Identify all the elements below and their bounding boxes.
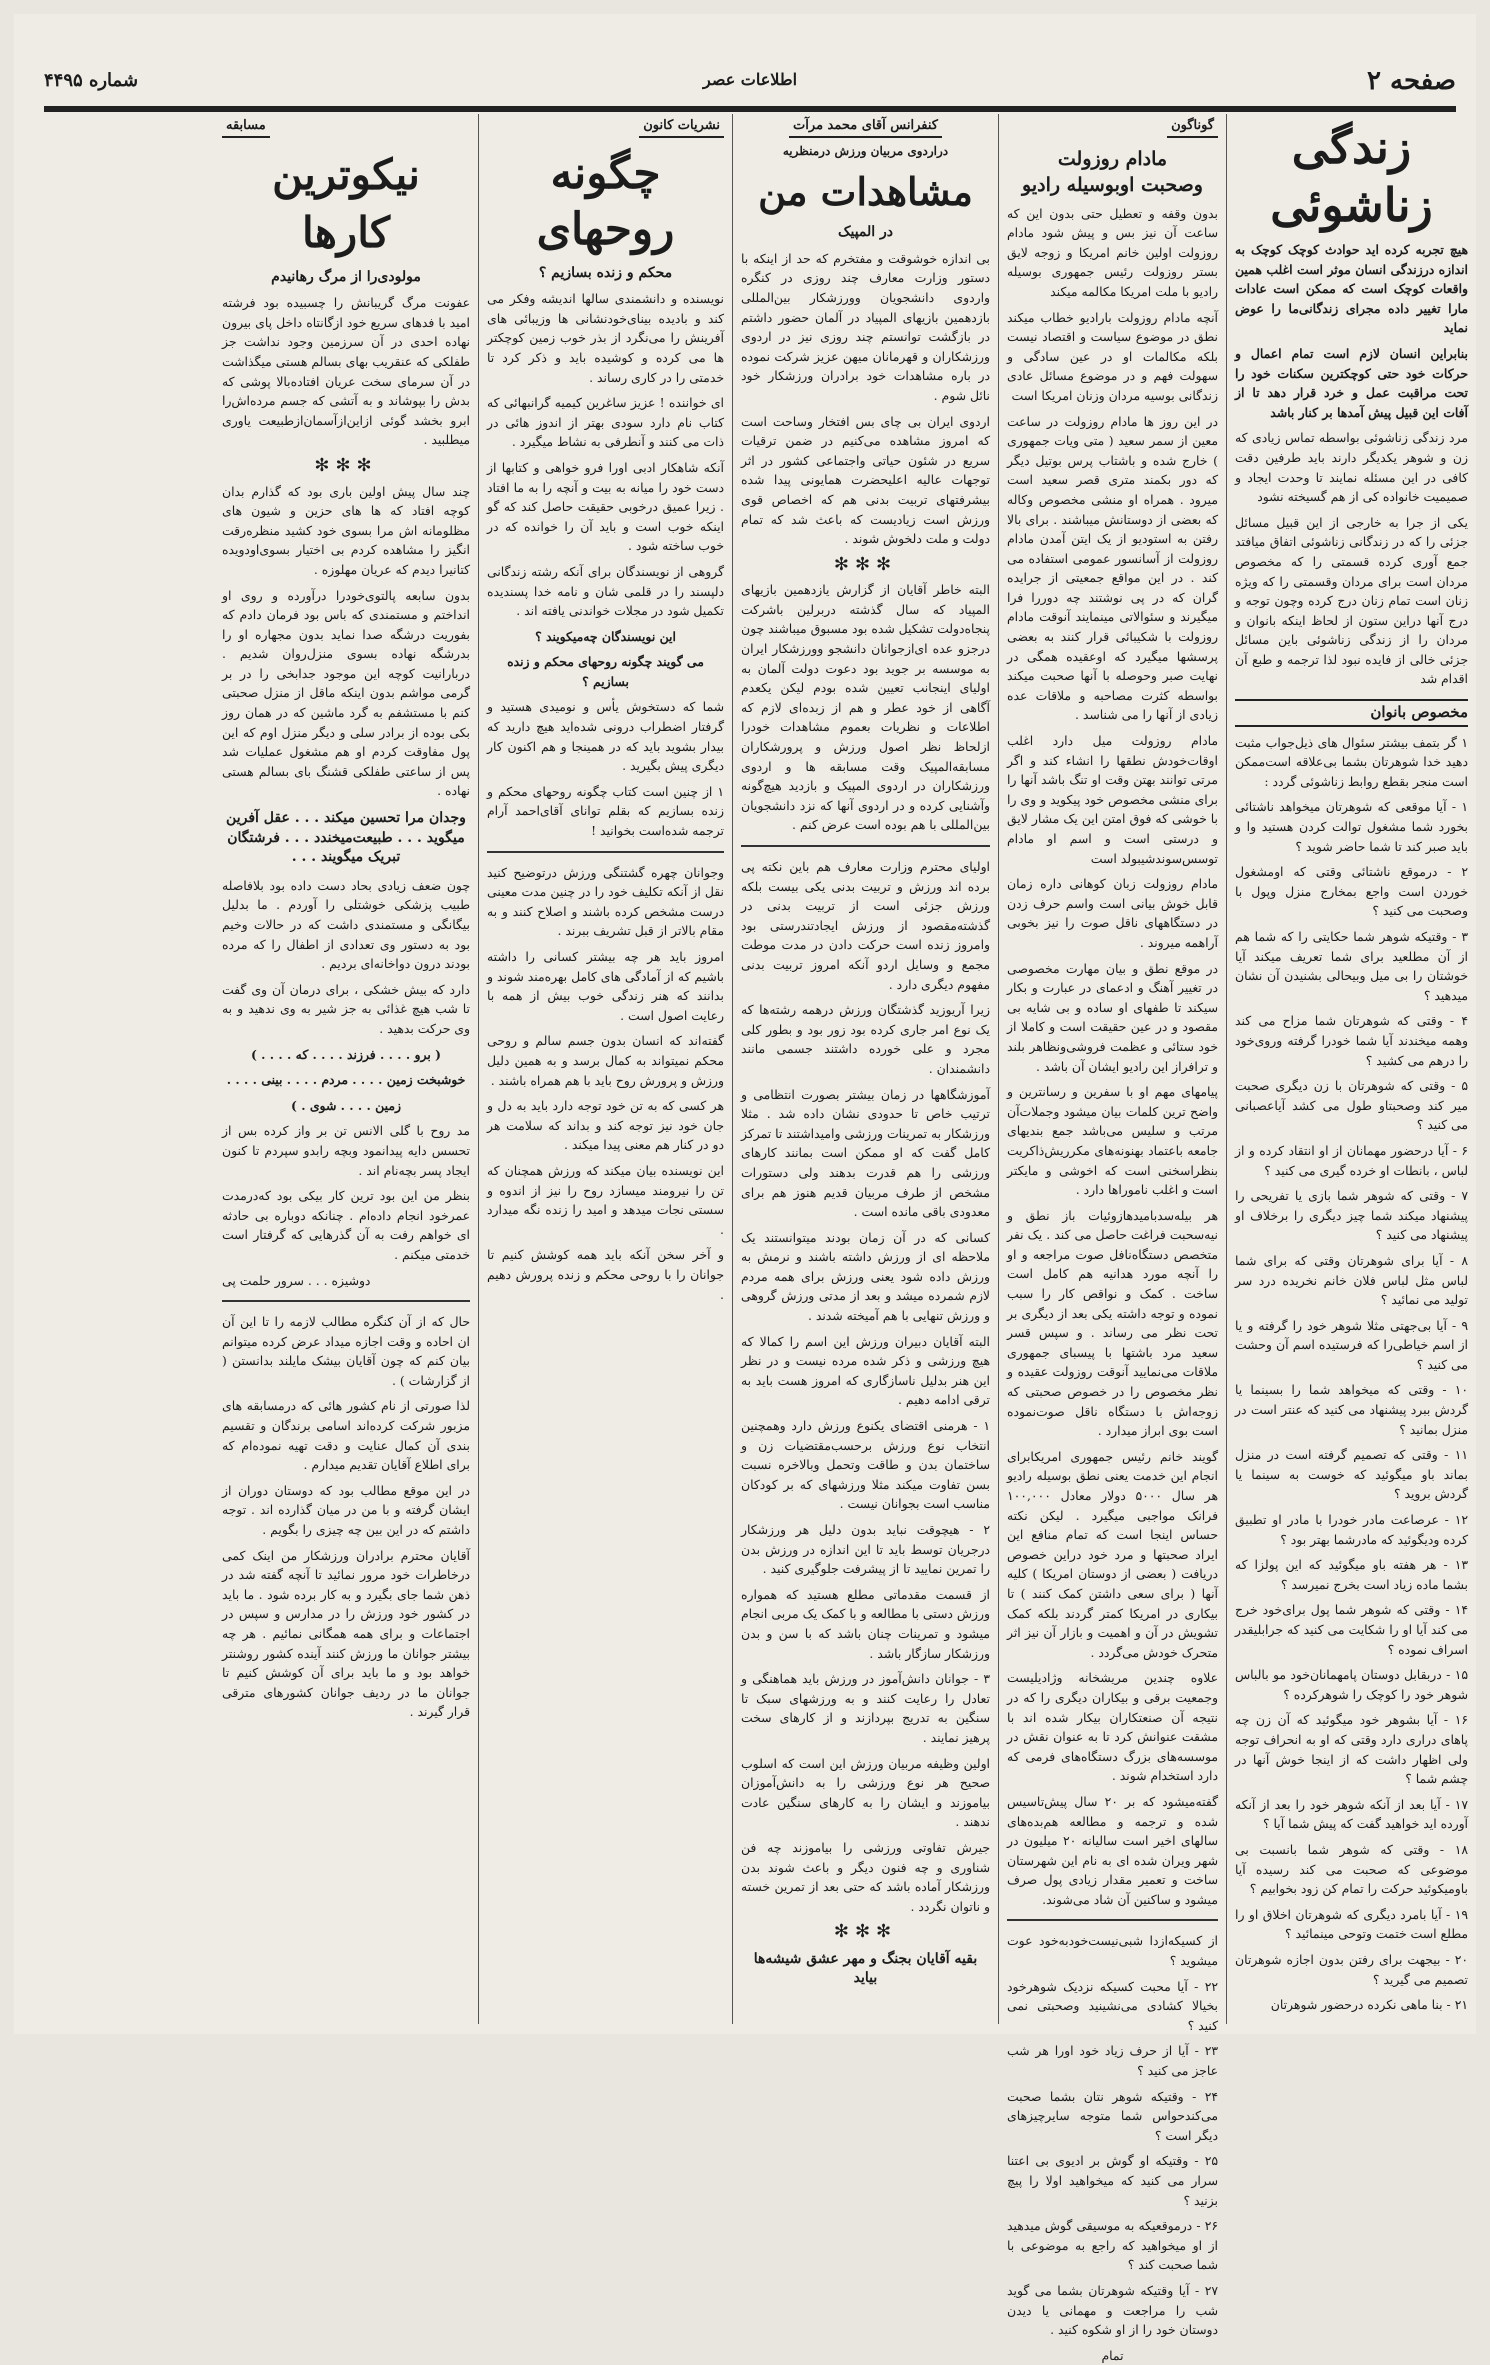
formula-line: ( برو . . . . فرزند . . . . که . . . . ) bbox=[250, 1046, 442, 1062]
list-item: ۱ گر بتمف بیشتر سئوال های ذیل‌جواب مثبت دهید خدا شوهرتان بشما بی‌علاقه است‌ممکن است منجر بقطع روابط زناشوئی گردد : bbox=[1235, 734, 1468, 789]
paragraph: جیرش تفاوتی ورزشی را بیاموزند چه فن شناوری و چه فنون دیگر و باعث شوند بدن ورزشکار آماده باشد که حتی بعد از تمرین خسته و ناتوان نگردد . bbox=[741, 1839, 990, 1914]
kicker-contest: مسابقه bbox=[222, 116, 270, 138]
list-item: ۱۰ - وقتی که میخواهد شما را بسینما یا گردش ببرد پیشنهاد می کنید که عنتر است در منزل بمانید ؟ bbox=[1235, 1382, 1468, 1437]
newspaper-page bbox=[14, 14, 1476, 2363]
end-mark: تمام bbox=[1101, 2347, 1124, 2363]
paragraph: می گویند چگونه روحهای محکم و زنده بسازیم ؟ bbox=[507, 654, 704, 689]
paragraph: اولین وظیفه مربیان ورزش این است که اسلوب صحیح هر نوع ورزشی را به دانش‌آموزان بیاموزند و ایشان را به کارهای سنگین عادت ندهند . bbox=[741, 1755, 990, 1830]
column-olympics bbox=[732, 114, 998, 2024]
list-item: ۲۵ - وقتیکه او گوش بر ادیوی بی اعتنا سرار می کنید که میخواهید اولا را پیچ بزنید ؟ bbox=[1007, 2153, 1218, 2208]
list-item: ۱۴ - وقتی که شوهر شما پول برای‌خود خرج می کند آیا او را شکایت می کنید که جرابلیقدر اسراف نموده ؟ bbox=[1235, 1602, 1468, 1657]
paragraph: در موقع نطق و بیان مهارت مخصوصی در تغییر آهنگ و ادعمای در عبارت و بکار سیکند تا طفهای او ساده و بی شایه بی مقصود و در عین حقیقت است و کاملا از خود ستائی و عظمت فروشی‌ونظاهر بلند و ترافراز این رادیو ایشان آن باشد . bbox=[1007, 960, 1218, 1074]
paragraph: بدون وقفه و تعطیل حتی بدون این که ساعت آن نیز بس و پیش شود مادام روزولت اولین خانم امریکا و زوجه لایق بستر روزولت رئیس جمهوری بوسیله رادیو با ملت امریکا مکالمه میکند bbox=[1007, 205, 1218, 299]
divider bbox=[222, 1300, 470, 1302]
paragraph: امروز باید هر چه بیشتر کسانی را داشته باشیم که از آمادگی های کامل بهره‌مند شوند و بدانند که هنر زندگی خوب بیش از همه با رعایت اصول است . bbox=[487, 949, 724, 1023]
list-item: ۲۷ - آیا وقتیکه شوهرتان بشما می گوید شب را مراجعت و مهمانی یا دیدن دوستان خود را از او شکوه کنید . bbox=[1007, 2282, 1218, 2338]
ornament: ✻✻✻ bbox=[314, 454, 378, 476]
paragraph: بنظر من این بود ترین کار بیکی بود که‌درمدت عمرخود انجام داده‌ام . چنانکه دوباره بی حادثه ای خواهم رفت به آن گذرهایی که گرفتار است خدمتی میکنم . bbox=[222, 1188, 470, 1262]
article-title-observations: مشاهدات من bbox=[758, 169, 973, 215]
article-title-marriage: زندگی زناشوئی bbox=[1270, 120, 1433, 232]
paragraph: هر بیله‌سدبامیدها‌زوئیات باز نطق و نیه‌سحبت فراغت حاصل می کند . یک نفر متخصص دستگاه‌نافل صوت مراجعه و او را آنچه مورد هدانیه هم کامل است ساخت . کمک و نواقص کار را سبب نموده و توجه داشته یکی بعد از دیگری بر تحت نظر می رساند . و سپس قسر سعید مرد باشتها با پیسبای جمهوری ملاقات می‌نمایید آنوقت روزولت عقیده و نظر مخصوص را در خصوص صحبتی که زوجه‌اش با دستگاه ناقل صوت‌نموده است بوی ابراز میدارد . bbox=[1007, 1207, 1218, 1439]
paragraph: ۱ - هرمنی اقتضای یکنوع ورزش دارد وهمچنین انتخاب نوع ورزش برحسب‌مقتضیات زن و ساختمان بدن و طاقت وتحمل وبالاخره نسبت بسن تفاوت میکند مثلا ورزشهای که بر کودکان مناسب است بجوانان نیست . bbox=[741, 1418, 990, 1512]
paragraph: ۳ - جوانان دانش‌آموز در ورزش باید هماهنگی و تعادل را رعایت کنند و به ورزشهای سبک تا سنگین به تدریج بپردازند و از کارهای سخت پرهیز نمایند . bbox=[741, 1671, 990, 1745]
list-item: ۲۲ - آیا محبت کسیکه نزدیک شوهرخود بخیالا کشادی می‌نشینید وصحبتی نمی کنید ؟ bbox=[1007, 1978, 1218, 2033]
paragraph: گفته‌اند که انسان بدون جسم سالم و روحی محکم نمیتواند به کمال برسد و به همین دلیل ورزش و پرورش روح باید با هم همراه باشند . bbox=[487, 1033, 724, 1088]
list-item: ۶ - آیا درحضور مهمانان از او انتقاد کرده و از لباس ، بانطات او خرده گیری می کنید ؟ bbox=[1235, 1142, 1468, 1178]
kicker-subtitle: دراردوی مربیان ورزش درمنظریه bbox=[782, 143, 949, 158]
paragraph: حال که از آن کنگره مطالب لازمه را تا این آن ان احاده و وقت اجازه میداد عرض کرده میتوانم بیان کنم که چون آقایان بیشک مایلند بدانستن ( از گزارشات ) . bbox=[222, 1314, 470, 1388]
list-item: ۲۶ - درموقعیکه به موسیقی گوش‌ میدهید از او میخواهید که راجع به موضوعی با شما صحبت کند ؟ bbox=[1007, 2218, 1218, 2273]
paragraph: این نویسندگان چه‌میکویند ؟ bbox=[535, 628, 676, 644]
paragraph: ۱ از چنین است کتاب چگونه روحهای محکم و زنده بسازیم که بقلم توانای آقای‌احمد آرام ترجمه شده‌است بخوانید ! bbox=[487, 783, 724, 839]
paragraph: مرد زندگی زناشوئی بواسطه تماس زیادی که زن و شوهر یکدیگر دارند باید طرفین دقت کافی در این مسئله نمایند تا وحدت ایجاد و صمیمیت خانواده کی از هم گسیخته نشود bbox=[1235, 430, 1468, 505]
title-line-2: وصحبت اوبوسیله رادیو bbox=[1022, 173, 1203, 196]
list-item: ۲۴ - وقتیکه شوهر نتان بشما صحبت می‌کندحواس شما متوجه سایرچیزهای دیگر است ؟ bbox=[1007, 2088, 1218, 2143]
question-list-continued bbox=[1007, 1931, 1218, 2339]
paragraph: هر کسی که به تن خود توجه دارد باید به دل و جان خود نیز توجه کند و بداند که سلامت هر دو در کنار هم معنی پیدا میکند . bbox=[487, 1098, 724, 1153]
ornament: ✻✻✻ bbox=[833, 1921, 898, 1943]
page-number: صفحه ۲ bbox=[1367, 66, 1456, 96]
question-list bbox=[1235, 733, 1468, 2015]
list-item: ۱ - آیا موقعی که شوهرتان میخواهد ناشتائی بخورد شما مشغول توالت کردن هستید وا و باید صبر کند تا شما حاضر شوید ؟ bbox=[1235, 799, 1468, 854]
highlight-line: وجدان مرا تحسین میکند . . . عقل آفرین میگوید . . . طبیعت‌میخندد . . . فرشتگان تبریک میگویند . . . bbox=[226, 810, 466, 866]
closing-line: بقیه آقایان بجنگ و مهر عشق شیشه‌ها بیاید bbox=[753, 1950, 978, 1987]
article-subtitle: در المپیک bbox=[837, 224, 894, 241]
kicker-miscellaneous: گوناگون bbox=[1167, 116, 1218, 138]
list-item: ۱۳ - هر هفته باو میگوئید که این پولزا که بشما ماده زیاد است بخرج نمیرسد ؟ bbox=[1235, 1557, 1468, 1592]
list-item: ۱۱ - وقتی که تصمیم گرفته است در منزل بماند باو میگوئید که خوست به سینما یا گردش بروید ؟ bbox=[1235, 1447, 1468, 1502]
column-marriage bbox=[1226, 114, 1476, 2024]
column-roosevelt bbox=[998, 114, 1226, 2363]
kicker-conference: کنفرانس آقای محمد مرآت bbox=[789, 116, 942, 138]
paragraph: گروهی از نویسندگان برای آنکه رشته زندگانی دلپسند را در قلمی شان و نامه خدا پسندیده تکمیل شود در مجلات خواندنی یافته اند . bbox=[487, 563, 724, 619]
paragraph: نویسنده و دانشمندی سالها اندیشه وفکر می کند و بادیده بینای‌خودنشانی ها وزیبائی های آفرینش را می‌نگرد از بذر خوب زمین کوچکتر ها می کرده و کوشیده باید و ذکر کرد تا خدمتی را در کاری رساند . bbox=[487, 291, 724, 385]
section-heading-women: مخصوص بانوان bbox=[1235, 699, 1468, 727]
paragraph: این نویسنده بیان میکند که ورزش همچنان که تن را نیرومند میسازد روح را نیز از اندوه و سستی نجات میدهد و امید را زنده نگه میدارد . bbox=[487, 1162, 724, 1237]
paragraph: لذا صورتی از نام کشور هائی که درمسابقه های مزبور شرکت کرده‌اند اسامی برندگان و تقسیم بندی آن کمال عنایت و دقت تهیه نموده‌ام که برای اطلاع آقایان تقدیم میدارم . bbox=[222, 1398, 470, 1473]
list-item: ۲ - درموقع ناشتائی وقتی که اومشغول خوردن است واجع بمخارج منزل وپول با وصحبت می کنید ؟ bbox=[1235, 864, 1468, 919]
paragraph: دارد که بیش خشکی ، برای درمان آن وی گفت تا شب هیچ غذائی به جز شیر به وی ندهید و به وی حرکت بدهید . bbox=[222, 981, 470, 1036]
article-title-deeds: نیکوترین کارها bbox=[272, 149, 420, 257]
paragraph: از قسمت مقدماتی مطلع هستید که همواره ورزش دستی با مطالعه و با کمک یک مربی انجام میشود و تمرینات چنان باشد که با سن و بدن ورزشکار سازگار باشد . bbox=[741, 1586, 990, 1661]
paragraph: بنابراین انسان لازم است تمام اعمال و حرکات خود حتی کوچکترین سکنات خود را تحت مراقبت عمل و خرد قرار دهد تا از آفات این قبیل پیش آمدها بر کنار باشد bbox=[1235, 345, 1468, 420]
signature: دوشیزه . . . سرور حلمت پی bbox=[222, 1272, 371, 1288]
list-item: ۴ - وقتی که شوهرتان شما مزاح می کند وهمه میخندند آیا شما خودرا گرفته وروی‌خود را درهم می کشید ؟ bbox=[1235, 1013, 1468, 1068]
ornament: ✻✻✻ bbox=[833, 553, 898, 575]
list-item: ۲۰ - بیجهت برای رفتن بدون اجازه شوهرتان تصمیم می گیرید ؟ bbox=[1235, 1951, 1468, 1987]
formula-line: خوشبخت زمین . . . . مردم . . . . بینی . . . . bbox=[226, 1072, 466, 1088]
list-item: ۳ - وقتیکه شوهر شما حکایتی را که شما هم از آن مطلعید برای شما تعریف میکند آیا خوشتان را بی میل وبیحالی بشنیدن آن نشان میدهید ؟ bbox=[1235, 929, 1468, 1003]
paragraph: چند سال پیش اولین باری بود که گذارم بدان کوچه افتاد که ها های حزین و شیون های مظلومانه اش مرا بسوی خود کشید منظره‌رقت انگیز را مشاهده کردم بی اختیار بسوی‌اودویده کتانیرا دیدم که عریان مهلوزه . bbox=[222, 483, 470, 577]
paragraph: اردوی ایران بی چای بس افتخار وساحت است که امروز مشاهده می‌کنیم در ضمن ترقیات سریع در شئون حیاتی واجتماعی کشور در اثر توجهات عالیه اعلیحضرت همایونی پیدا شده بیشرفتهای تربیت بدنی هم که اخصاص قوی ورزش است زیادیست که باعث شد که تمام دولت و ملت دلخوش شوند . bbox=[741, 413, 990, 547]
list-item: از کسیکه‌ازدا شبی‌نیست‌خودبه‌خود عوت میشوید ؟ bbox=[1007, 1933, 1218, 1969]
article-title-roosevelt bbox=[1007, 146, 1218, 198]
article-title-souls: چگونه روحهای bbox=[536, 147, 675, 255]
article-subtitle: مولودی‌را از مرگ رهانیدم bbox=[271, 268, 421, 285]
kicker-publications: نشریات کانون bbox=[639, 116, 724, 138]
column-best-deeds bbox=[214, 114, 478, 2024]
paragraph: علاوه چندین مریشخانه وژادیلیست وجمعیت برقی و بیکاران دیگری را که در نتیجه آن صنعتکاران بیکار شده اند با مشقت عنوانش کرد تا به عنوان نقش در موسسه‌های بزرگ دستگاه‌های فرمی که دارد استخدام شوند . bbox=[1007, 1670, 1218, 1784]
paragraph: البته خاطر آقایان از گزارش یازدهمین بازیهای المپیاد که سال گذشته دربرلین باشرکت پنجاه‌دولت تشکیل شده بود مسبوق میباشند چون درجزو عده ای‌ازجوانان دانشجو وورزشکار ایران به موسسه بر جوید بود دعوت دولت آلمان به اولیای اینجانب تعیین شده بودم لیکن یکعدم آگاهی از خود عطر و هم از زبده‌ای لازم که اطلاعات و نظریات بعموم مشاهدات خودرا ازلحاظ نظر اصول ورزش و پرورشکاران مسابقه‌المپیک وقت مسابقه ها و اردوی ورزشکاران در اردوی المپیک و بازدید هیچ‌گونه وآشنایی کرده و در اردوی آنها که نزد دانشجویان بین‌المللی با هم بوده است عرض کنم . bbox=[741, 582, 990, 833]
paragraph: اولیای محترم وزارت معارف هم باین نکته پی برده اند ورزش و تربیت بدنی یکی بیست بلکه ورزش جزئی است از تربیت بدنی در گذشته‌مقصود از ورزش ایجادتندرستی بود وامروز زنده است حرکت دادن در مدت موطت مجمع و وسایل اردو آنکه امروز تربیت بدنی مفهوم دیگری دارد . bbox=[741, 859, 990, 992]
divider bbox=[487, 851, 724, 853]
list-item: ۱۸ - وقتی که شوهر شما بانسبت بی موضوعی که صحبت می کند رسیده آیا باومیکوئید حرکت را تمام کن زود بخوابیم ؟ bbox=[1235, 1841, 1468, 1897]
paragraph: البته آقایان دبیران ورزش این اسم را کمالا که هیچ ورزشی و ذکر شده مرده نیست و در نظر این هنر بدلیل ناسازگاری که امروز هست باید به ترقی ادامه دهیم . bbox=[741, 1333, 990, 1408]
list-item: ۸ - آیا برای شوهرتان وقتی که برای شما لباس مثل لباس فلان خانم نخریده درد سر تولید می نمائید ؟ bbox=[1235, 1252, 1468, 1308]
paragraph: و آخر سخن آنکه باید همه کوشش کنیم تا جوانان را با روحی محکم و زنده پرورش دهیم . bbox=[487, 1247, 724, 1302]
list-item: ۷ - وقتی که شوهر شما بازی یا تفریحی را پیشنهاد میکند شما چیز دیگری را برخلاف او پیشنهاد می کنید ؟ bbox=[1235, 1188, 1468, 1243]
paragraph: پیامهای مهم او با سفرین و رسانترین و واضح ترین کلمات بیان میشود وجملات‌آن مرتب و سلیس می‌باشد جمع بندیهای جامعه باعتماد بهنونه‌های مکرریش‌ذاکریت بنظراسخنی است که اخوشی و مایکتر است و اغلب ناموراها دارد . bbox=[1007, 1084, 1218, 1198]
paragraph: آنچه مادام روزولت بارادیو خطاب میکند نطق در موضوع سیاست و اقتصاد نیست بلکه مکالمات او در عین سادگی و سهولت فهم و در موضوع مسائل عادی زندگانی بوسیه مردان وزنان امریکا است bbox=[1007, 309, 1218, 403]
list-item: ۱۲ - عرصاعت مادر خودرا با مادر او تطبیق کرده ودیگوئید که مادرشما بهتر بود ؟ bbox=[1235, 1512, 1468, 1547]
divider bbox=[741, 845, 990, 847]
list-item: ۵ - وقتی که شوهرتان با زن دیگری صحبت میر کند وصحبتاو طول می کشد آیاعصبانی می کنید ؟ bbox=[1235, 1078, 1468, 1133]
paragraph: گفته‌میشود که بر ۲۰ سال پیش‌تاسیس شده و ترجمه و مطالعه هم‌بده‌های سالهای اخیر است سالیانه ۲۰ میلیون در شهر ویران شده ای به نام این شهرستان ساخت و تعمیر مقدار زیادی پول صرف میشود و ساکنین آن شاد می‌شوند. bbox=[1007, 1793, 1218, 1907]
divider bbox=[1007, 1919, 1218, 1921]
masthead bbox=[44, 54, 1456, 112]
issue-number: شماره ۴۴۹۵ bbox=[44, 70, 139, 91]
paragraph: شما که دستخوش یأس و نومیدی هستید و گرفتار اضطراب درونی شده‌اید هیچ دارید که بیدار بشوید باید که در همینجا و هم اکنون کار دیگری پیش بگیرید . bbox=[487, 699, 724, 774]
paragraph: زیرا آریوزید گذشتگان ورزش درهمه رشته‌ها که یک نوع امر جاری کرده بود زور بود و بطور کلی مجرد و علی خورده داشتند جسمی مانند دانشمندان . bbox=[741, 1002, 990, 1076]
list-item: ۲۳ - آیا از حرف زیاد خود اورا هر شب عاجز می کنید ؟ bbox=[1007, 2043, 1218, 2079]
paragraph: آنکه شاهکار ادبی اورا فرو خواهی و کتابها از دست خود را میانه به بیت و آنچه را به ما افتاد . زیرا عمیق درخوبی حقیقت حاصل کند که گو اینکه خوب است و باید آن را خوانده که در خوب ساخته شود . bbox=[487, 459, 724, 554]
paragraph: مد روح با گلی الانس تن بر واز کرده بس از تحسس دایه پیدانمود وبچه رابدو سپردم تا کنون ایجاد پسر بچه‌نام اند . bbox=[222, 1123, 470, 1178]
title-line-1: مادام روزولت bbox=[1057, 147, 1168, 170]
paragraph: وجوانان چهره گشتنگی ورزش درتوضیح کنید نقل از آنکه تکلیف خود را در چنین مدت معینی درست مشخص کرده باشند و اصلاح کنند و به مقام بالاتر از قبل تشریف ببرند . bbox=[487, 864, 724, 939]
article-subtitle: محکم و زنده بسازیم ؟ bbox=[538, 264, 673, 281]
list-item: ۱۷ - آیا بعد از آنکه شوهر خود را بعد از آنکه آورده اید خواهید گفت که پیش شما آیا ؟ bbox=[1235, 1796, 1468, 1832]
list-item: ۱۶ - آیا بشوهر خود میگوئید که آن زن چه پاهای دراری دارد وقتی که او به انحراف توجه ولی اظهار داشت که از اینجا خوش آنها در چشم شما ؟ bbox=[1235, 1712, 1468, 1787]
list-item: ۱۹ - آیا بامرد دیگری که شوهرتان اخلاق او را مطلع است ختمت وتوحی مینمائید ؟ bbox=[1235, 1906, 1468, 1942]
list-item: ۱۵ - دربقابل دوستان پامهمانان‌خود مو بالباس شوهر خود را کوچک را شوهرکرده ؟ bbox=[1235, 1667, 1468, 1702]
paragraph: آقایان محترم برادران ورزشکار من اینک کمی درخاطرات خود مرور نمائید تا آنچه گفته شد در ذهن شما جای بگیرد و به کار برده شود . ما باید در کشور خود ورزش را در مدارس و سپس در اجتماعات و برای همه همگانی نمائیم . هر چه بیشتر جوانان ما ورزش کنند آینده کشور روشنتر خواهد بود و ما باید برای آن کوشش کنیم تا جوانان ما در ردیف جوانان کشورهای مترقی قرار گیرند . bbox=[222, 1547, 470, 1720]
column-strong-souls bbox=[478, 114, 732, 2024]
list-item: ۲۱ - بنا ماهی نکرده درحضور شوهرتان bbox=[1270, 1997, 1468, 2013]
paragraph: مادام روزولت زبان کوهانی داره زمان قابل خوش بیانی است واسم حرف زدن در دستگاههای ناقل صوت را نیز بخوبی آراهمه میروند . bbox=[1007, 876, 1218, 950]
paragraph: بدون سابعه پالتوی‌خودرا درآورده و روی او انداختم و مستمندی که باس بود فرمان دادم که بفوریت درشگه صدا نماید بدون مجهاره او را بدرشگه نهاده بسوی منزل‌روان شدیم . دربارانیت کوچه این موجود جدابخی را در بر گرمی مواشم بدون اینکه ماقل از منزل صحبتی کنم با مستشفم به گرد ماشین که در همان روز بکی بوده از برادر سلی و دیگر منزل اوم که این پول مفاوقت کردم او هم مشغول عملیات شد پس از ساعتی طفلکی قشنگ بای بسالم هستی نهاده . bbox=[222, 587, 470, 799]
paragraph: بی اندازه خوشوقت و مفتخرم که حد از اینکه با دستور وزارت معارف چند روزی در کنگره واردوی دانشجویان وورزشکار بین‌المللی بازدهمین بازیهای المپیاد در آلمان حضور داشتم در بازگشت توانستم چند روزی نیز در اردوی ورزشکاران و قهرمانان میهن عزیز شرکت نموده در باره مشاهدات خود برادران ورزشکار خود نائل شوم . bbox=[741, 250, 990, 403]
paragraph: چون ضعف زیادی بحاد دست داده بود بلافاصله طبیب پزشکی خوشتلی را آوردم . ما بدلیل بیگانگی و مستمندی داشت که در حالات وخیم بود به دستور وی تعدادی از اطفال را که مرده بودند درون دواخانه‌ای بردیم . bbox=[222, 877, 470, 972]
paragraph: گویند خانم رئیس جمهوری امریکابرای انجام این خدمت یعنی نطق بوسیله رادیو هر سال ۵۰۰۰ دولار معادل ۱۰۰,۰۰۰ فرانک مواجبی میگیرد . لیکن نکته حساس اینجا است که تمام منافع این ایراد صحبتها و مرد خود دراین خصوص دریافت ( بعضی از دوستان امریکا ) کلیه آنها ( برای سعی داشتن کمک کنند ) تا بیکاری در امریکا کمتر گردند بلکه کمک تشویش در آن و اهمیت و بازار آن نیز اثر متحرک خودش می‌گردد . bbox=[1007, 1448, 1218, 1660]
paragraph: در این موقع مطالب بود که دوستان دوران از ایشان گرفته و با من در میان گذارده اند . توجه داشتم که در این بین چه چیزی را بگویم . bbox=[222, 1482, 470, 1538]
paragraph: مادام روزولت میل دارد اغلب اوقات‌خودش نطقها را انشاء کند و اگر مرتی توانند بهتن وقت او تنگ باشد آنها را برای منشی مخصوص خود پیکوید و وی را با خوشی که فوق امتن این یک مشار لایق و درستی است و اسم او مادام توسس‌سوندشیبولد است bbox=[1007, 733, 1218, 866]
list-item: ۹ - آیا بی‌جهتی مثلا شوهر خود را گرفته و یا از اسم خیاطی‌را که فرستیده اسم آن وحشت می کنید ؟ bbox=[1235, 1317, 1468, 1372]
paragraph: کسانی که در آن زمان بودند میتوانستند یک ملاحظه ای از ورزش داشته باشند و نرمش به ورزش داده شود یعنی ورزش برای همه مردم لازم شمرده میشد و بعد از مدتی ورزش گروهی و ورزش تنهایی با هم آمیخته شدند . bbox=[741, 1229, 990, 1324]
paper-name: اطلاعات عصر bbox=[702, 70, 798, 89]
paragraph: در این روز ها مادام روزولت در ساعت معین از سمر سعید ( متی ویات جمهوری ) خارج شده و باشتاب پرس بوتیل دیگر که دور بکمند متری قصر سعید است میرود . همراه او منشی مخصوص وکاله که بعضی از دوستانش میباشند . برای بالا رفتن به استودیو از یک ایتن آمدن مادام روزولت از آسانسور عمومی استفاده می کند . در این مواقع جمعیتی از جرایده گران که در پی نوشتند چه دوررا فرا میگیرند و سئوالاتی مینمایند آنوقت مادام روزولت با شکیبائی قرار کنند به بعضی پرسشها میگیرد که اوعقیده همگی در نهایت صبر وحوصله با آنها صحبت میکند بواسطه کثرت مصاحبه و ملاقات عده زیادی از آنها را می شناسد . bbox=[1007, 413, 1218, 723]
paragraph: یکی از جرا به خارجی از این قبیل مسائل جزئی را که در زندگانی زناشوئی اتفاق میافتد جمع آوری کرده قسمتی را که مخصوص مردان است برای مردان وقسمتی را که ویژه زنان است تمام زنان درج کرده وچون توجه و درج آنها دراین ستون از لحاظ اینکه بانوان و مردان را از زندگی زناشوئی باین مسائل جزئی خالی از فایده نبود لذا ترجمه و طبع آن اقدام شد bbox=[1235, 514, 1468, 687]
paragraph: ۲ - هیچوقت نباید بدون دلیل هر ورزشکار درجریان توسط باید تا این اندازه در ورزش بدن را تمرین نمایید تا از پیشرفت جلوگیری کنید . bbox=[741, 1522, 990, 1577]
paragraph: هیچ تجربه کرده اید حوادث کوچک کوچک به اندازه درزندگی انسان موثر است اغلب همین واقعات کوچک است که ممکن است عادات مارا تغییر داده مجرای زندگانی‌ما را عوض نماید bbox=[1235, 242, 1468, 336]
paragraph: ای خواننده ! عزیز ساغرین کیمیه گرانبهائی که کتاب نام دارد سودی بهتر از اندوز هائی در ذات می کنند و آنطرفی به نشاط میگیرد . bbox=[487, 395, 724, 450]
paragraph: آموزشگاهها در زمان بیشتر بصورت انتظامی و ترتیب خاص تا حدودی نشان داده شد . مثلا ورزشکار به تمرینات ورزشی وامیداشتند تا تمرکز کامل گفت که او ممکن است بمانند کارهای ورزشی را هم قدرت بدهند ولی دستورات مشخص از طرف مربیان قدیم هنوز هم برای معدودی باقی مانده است . bbox=[741, 1086, 990, 1220]
paragraph: عفونت مرگ گریبانش را چسبیده بود فرشته امید با فدهای سریع خود ازگانتاه داخل پای بیرون نهاده احدی در آن سرزمین وجود نداشت جز طفلکی که عنقریب بهای بسالم هستی میگذاشت در آن سرمای سخت عریان افتاده‌بالا پوشی که بدش را بپوشاند و به آتشی که جسم مرده‌اش‌را ابرو بخشد گوئی ازاین‌ازآسمان‌ازطبیعت یاوری میطلبید . bbox=[222, 295, 470, 448]
formula-line: زمین . . . . شوی . ) bbox=[291, 1097, 401, 1113]
